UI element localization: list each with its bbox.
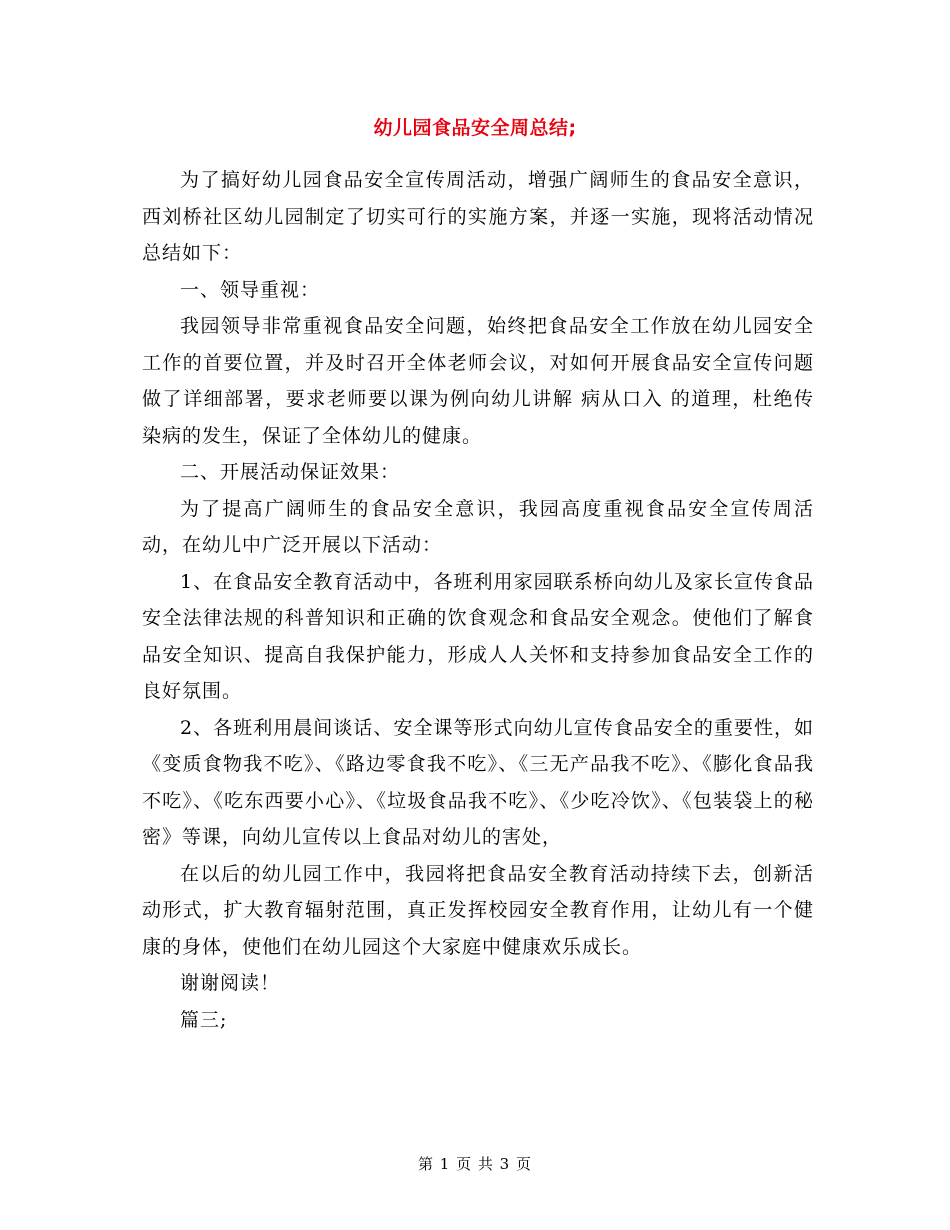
section-heading-leadership: 一、领导重视：	[180, 278, 321, 301]
activity-item-2: 2、各班利用晨间谈话、安全课等形式向幼儿宣传食品安全的重要性，如《变质食物我不吃》、《路边零食我不吃》、《三无产品我不吃》、《膨化食品我不吃》、《吃东西要小心》、《垃圾食品我不吃》、《少吃冷饮》、《包装袋上的秘密》等课，向幼儿宣传以上食品对幼儿的害处，	[142, 716, 814, 848]
page-number-footer: 第 1 页 共 3 页	[418, 1155, 532, 1173]
document-body	[142, 162, 814, 1038]
thanks-line: 谢谢阅读！	[180, 972, 281, 994]
activity-item-1: 1、在食品安全教育活动中，各班利用家园联系桥向幼儿及家长宣传食品安全法律法规的科普知识和正确的饮食观念和食品安全观念。使他们了解食品安全知识、提高自我保护能力，形成人人关怀和支持参加食品安全工作的良好氛围。	[142, 570, 814, 702]
next-section-label: 篇三;	[180, 1008, 228, 1031]
leadership-paragraph: 我园领导非常重视食品安全问题，始终把食品安全工作放在幼儿园安全工作的首要位置，并及时召开全体老师会议，对如何开展食品安全宣传问题做了详细部署，要求老师要以课为例向幼儿讲解 病从口入 的道理，杜绝传染病的发生，保证了全体幼儿的健康。	[142, 315, 814, 447]
section-heading-activities: 二、开展活动保证效果：	[180, 461, 401, 483]
intro-paragraph: 为了搞好幼儿园食品安全宣传周活动，增强广阔师生的食品安全意识，西刘桥社区幼儿园制定了切实可行的实施方案，并逐一实施，现将活动情况总结如下：	[142, 169, 814, 264]
conclusion-paragraph: 在以后的幼儿园工作中，我园将把食品安全教育活动持续下去，创新活动形式，扩大教育辐射范围，真正发挥校园安全教育作用，让幼儿有一个健康的身体，使他们在幼儿园这个大家庭中健康欢乐成长。	[142, 862, 814, 958]
document-title: 幼儿园食品安全周总结;	[373, 117, 577, 139]
activities-intro-paragraph: 为了提高广阔师生的食品安全意识，我园高度重视食品安全宣传周活动，在幼儿中广泛开展以下活动：	[142, 497, 814, 556]
